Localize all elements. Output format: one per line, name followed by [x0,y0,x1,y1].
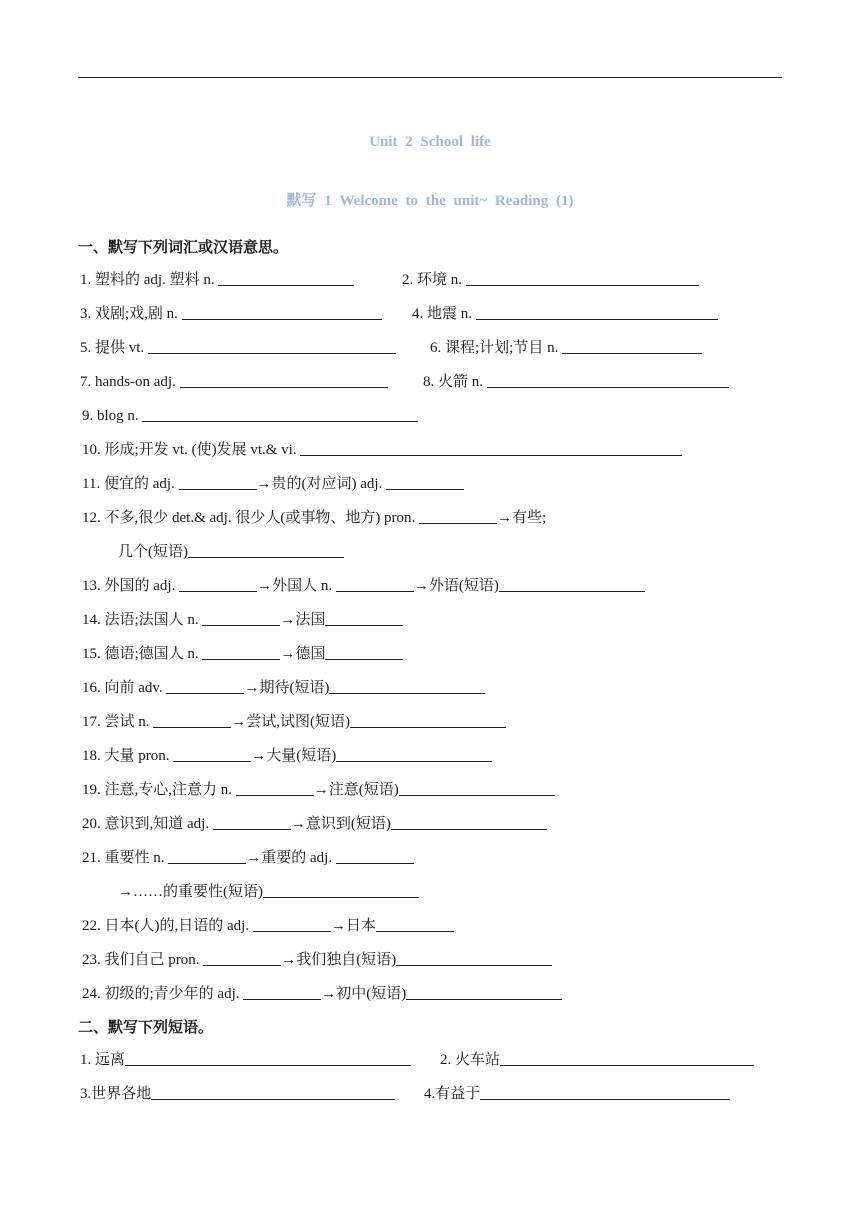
item-8 [423,372,729,391]
item-5 [80,338,396,357]
item-22-blank-2[interactable] [376,916,454,932]
item-17 [82,712,506,731]
phrase-4 [424,1084,730,1103]
item-24-blank-1[interactable] [243,984,321,1000]
item-13-label-2: →外国人 n. [257,578,333,594]
item-23-blank-1[interactable] [203,950,281,966]
item-13 [82,576,645,595]
item-13-label: 13. 外国的 adj. [82,578,176,594]
item-16-blank-1[interactable] [166,678,244,694]
item-6-blank[interactable] [562,338,702,354]
item-5-label: 5. 提供 vt. [80,340,145,356]
phrase-2 [440,1050,754,1069]
item-9 [82,406,418,425]
item-14 [82,610,403,629]
item-21-blank-1[interactable] [168,848,246,864]
item-23-blank-2[interactable] [396,950,552,966]
item-4-label: 4. 地震 n. [412,306,473,322]
phrase-2-label: 2. 火车站 [440,1052,501,1068]
phrase-2-blank[interactable] [500,1050,754,1066]
item-14-label-2: →法国 [280,612,326,628]
item-5-blank[interactable] [148,338,396,354]
item-19-blank-1[interactable] [236,780,314,796]
item-23 [82,950,552,969]
item-18 [82,746,492,765]
item-15-blank-1[interactable] [202,644,280,660]
item-13-blank-1[interactable] [179,576,257,592]
item-20-label-2: →意识到(短语) [290,816,391,832]
header-rule [78,77,782,78]
item-17-label-2: →尝试,试图(短语) [231,714,351,730]
item-11 [82,474,464,493]
item-3-blank[interactable] [182,304,382,320]
item-16-label: 16. 向前 adv. [82,680,163,696]
item-13-blank-2[interactable] [336,576,414,592]
item-23-label: 23. 我们自己 pron. [82,952,200,968]
item-17-blank-1[interactable] [153,712,231,728]
item-1-label: 1. 塑料的 adj. 塑料 n. [80,272,215,288]
phrase-4-blank[interactable] [480,1084,730,1100]
item-17-label: 17. 尝试 n. [82,714,150,730]
item-4 [412,304,718,323]
item-10-blank[interactable] [300,440,682,456]
phrase-1-label: 1. 远离 [80,1052,126,1068]
item-15-blank-2[interactable] [325,644,403,660]
phrase-3-blank[interactable] [151,1084,395,1100]
item-15-label: 15. 德语;德国人 n. [82,646,199,662]
item-10-label: 10. 形成;开发 vt. (使)发展 vt.& vi. [82,442,297,458]
item-8-label: 8. 火箭 n. [423,374,484,390]
item-12-label-2: →有些; [497,510,547,526]
item-16 [82,678,485,697]
item-22-label-2: →日本 [330,918,376,934]
item-17-blank-2[interactable] [350,712,506,728]
item-1-blank[interactable] [218,270,354,286]
item-24-blank-2[interactable] [406,984,562,1000]
item-23-label-2: →我们独自(短语) [281,952,397,968]
lesson-title: 默写 1 Welcome to the unit~ Reading (1) [286,193,574,209]
item-24 [82,984,562,1003]
item-18-label: 18. 大量 pron. [82,748,170,764]
item-11-blank-2[interactable] [386,474,464,490]
item-11-label-2: →贵的(对应词) adj. [256,476,383,492]
item-11-label: 11. 便宜的 adj. [82,476,175,492]
item-22-label: 22. 日本(人)的,日语的 adj. [82,918,250,934]
item-22 [82,916,454,935]
item-21-cont [118,882,419,901]
item-19-label-2: →注意(短语) [313,782,399,798]
item-19 [82,780,555,799]
item-12-blank-1[interactable] [419,508,497,524]
item-14-label: 14. 法语;法国人 n. [82,612,199,628]
item-19-blank-2[interactable] [399,780,555,796]
item-7 [80,372,388,391]
phrase-4-label: 4.有益于 [424,1086,481,1102]
phrase-3-label: 3.世界各地 [80,1086,152,1102]
item-18-label-2: →大量(短语) [251,748,337,764]
item-7-label: 7. hands-on adj. [80,374,176,390]
item-21-label-3: →……的重要性(短语) [118,884,263,900]
item-12-cont [118,542,344,561]
item-22-blank-1[interactable] [253,916,331,932]
item-21-label: 21. 重要性 n. [82,850,165,866]
item-14-blank-1[interactable] [202,610,280,626]
item-12-label: 12. 不多,很少 det.& adj. 很少人(或事物、地方) pron. [82,510,416,526]
item-3-label: 3. 戏剧;戏,剧 n. [80,306,178,322]
item-11-blank-1[interactable] [179,474,257,490]
item-10 [82,440,682,459]
section2-heading: 二、默写下列短语。 [78,1020,214,1036]
item-6-label: 6. 课程;计划;节目 n. [430,340,559,356]
item-18-blank-1[interactable] [173,746,251,762]
phrase-1 [80,1050,411,1069]
item-2 [402,270,699,289]
item-13-blank-3[interactable] [499,576,645,592]
item-7-blank[interactable] [180,372,388,388]
item-16-blank-2[interactable] [329,678,485,694]
item-21-blank-3[interactable] [263,882,419,898]
phrase-3 [80,1084,395,1103]
item-12-label-3: 几个(短语) [118,544,188,560]
unit-title: Unit 2 School life [369,134,491,150]
item-9-blank[interactable] [142,406,418,422]
item-1 [80,270,354,289]
item-20-blank-2[interactable] [391,814,547,830]
item-16-label-2: →期待(短语) [244,680,330,696]
item-2-label: 2. 环境 n. [402,272,463,288]
item-18-blank-2[interactable] [336,746,492,762]
item-19-label: 19. 注意,专心,注意力 n. [82,782,233,798]
item-20-blank-1[interactable] [213,814,291,830]
item-14-blank-2[interactable] [325,610,403,626]
item-15-label-2: →德国 [280,646,326,662]
item-24-label-2: →初中(短语) [321,986,407,1002]
item-24-label: 24. 初级的;青少年的 adj. [82,986,240,1002]
section1-heading: 一、默写下列词汇或汉语意思。 [78,240,289,256]
item-13-label-3: →外语(短语) [413,578,499,594]
item-21-blank-2[interactable] [336,848,414,864]
item-21 [82,848,414,867]
item-20-label: 20. 意识到,知道 adj. [82,816,210,832]
item-3 [80,304,382,323]
item-12 [82,508,546,527]
item-6 [430,338,702,357]
item-12-blank-2[interactable] [188,542,344,558]
item-8-blank[interactable] [487,372,729,388]
phrase-1-blank[interactable] [125,1050,411,1066]
item-21-label-2: →重要的 adj. [246,850,333,866]
item-9-label: 9. blog n. [82,408,139,424]
item-15 [82,644,403,663]
item-4-blank[interactable] [476,304,718,320]
item-20 [82,814,547,833]
item-2-blank[interactable] [466,270,699,286]
